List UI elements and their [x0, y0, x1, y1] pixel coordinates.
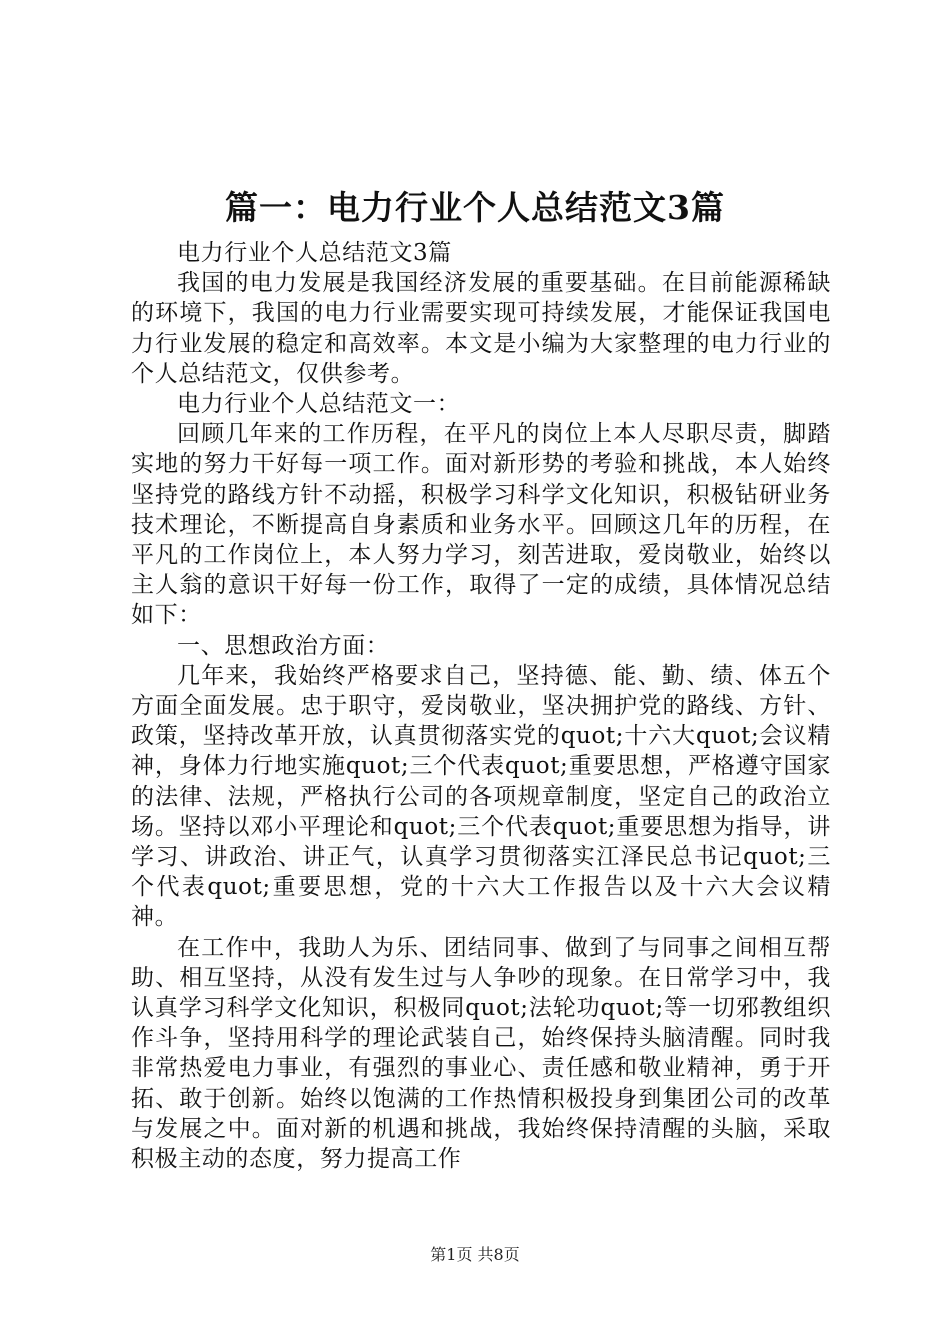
body-paragraph: 我国的电力发展是我国经济发展的重要基础。在目前能源稀缺的环境下，我国的电力行业需要实现可持续发展，才能保证我国电力行业发展的稳定和高效率。本文是小编为大家整理的电力行业的个人总结范文，仅供参考。 [131, 270, 831, 387]
body-paragraph: 电力行业个人总结范文3篇 [177, 240, 452, 266]
body-paragraph: 几年来，我始终严格要求自己，坚持德、能、勤、绩、体五个方面全面发展。忠于职守，爱岗敬业，坚决拥护党的路线、方针、政策，坚持改革开放，认真贯彻落实党的quot;十六大quot;会议精神，身体力行地实施quot;三个代表quot;重要思想，严格遵守国家的法律、法规，严格执行公司的各项规章制度，坚定自己的政治立场。坚持以邓小平理论和quot;三个代表quot;重要思想为指导，讲学习、讲政治、讲正气，认真学习贯彻落实江泽民总书记quot;三个代表quot;重要思想，党的十六大工作报告以及十六大会议精神。 [131, 662, 831, 931]
body-paragraph: 回顾几年来的工作历程，在平凡的岗位上本人尽职尽责，脚踏实地的努力干好每一项工作。面对新形势的考验和挑战，本人始终坚持党的路线方针不动摇，积极学习科学文化知识，积极钻研业务技术理论，不断提高自身素质和业务水平。回顾这几年的历程，在平凡的工作岗位上，本人努力学习，刻苦进取，爱岗敬业，始终以主人翁的意识干好每一份工作，取得了一定的成绩，具体情况总结如下： [131, 421, 831, 629]
page-number-footer: 第1页 共8页 [430, 1245, 520, 1264]
body-paragraph: 在工作中，我助人为乐、团结同事、做到了与同事之间相互帮助、相互坚持，从没有发生过与人争吵的现象。在日常学习中，我认真学习科学文化知识，积极同quot;法轮功quot;等一切邪教组织作斗争，坚持用科学的理论武装自己，始终保持头脑清醒。同时我非常热爱电力事业，有强烈的事业心、责任感和敬业精神，勇于开拓、敢于创新。始终以饱满的工作热情积极投身到集团公司的改革与发展之中。面对新的机遇和挑战，我始终保持清醒的头脑，采取积极主动的态度，努力提高工作 [131, 934, 831, 1173]
document-body [131, 238, 831, 1174]
document-title: 篇一：电力行业个人总结范文3篇 [225, 188, 725, 227]
section-heading: 一、思想政治方面： [177, 632, 390, 659]
section-heading: 电力行业个人总结范文一： [177, 391, 461, 418]
